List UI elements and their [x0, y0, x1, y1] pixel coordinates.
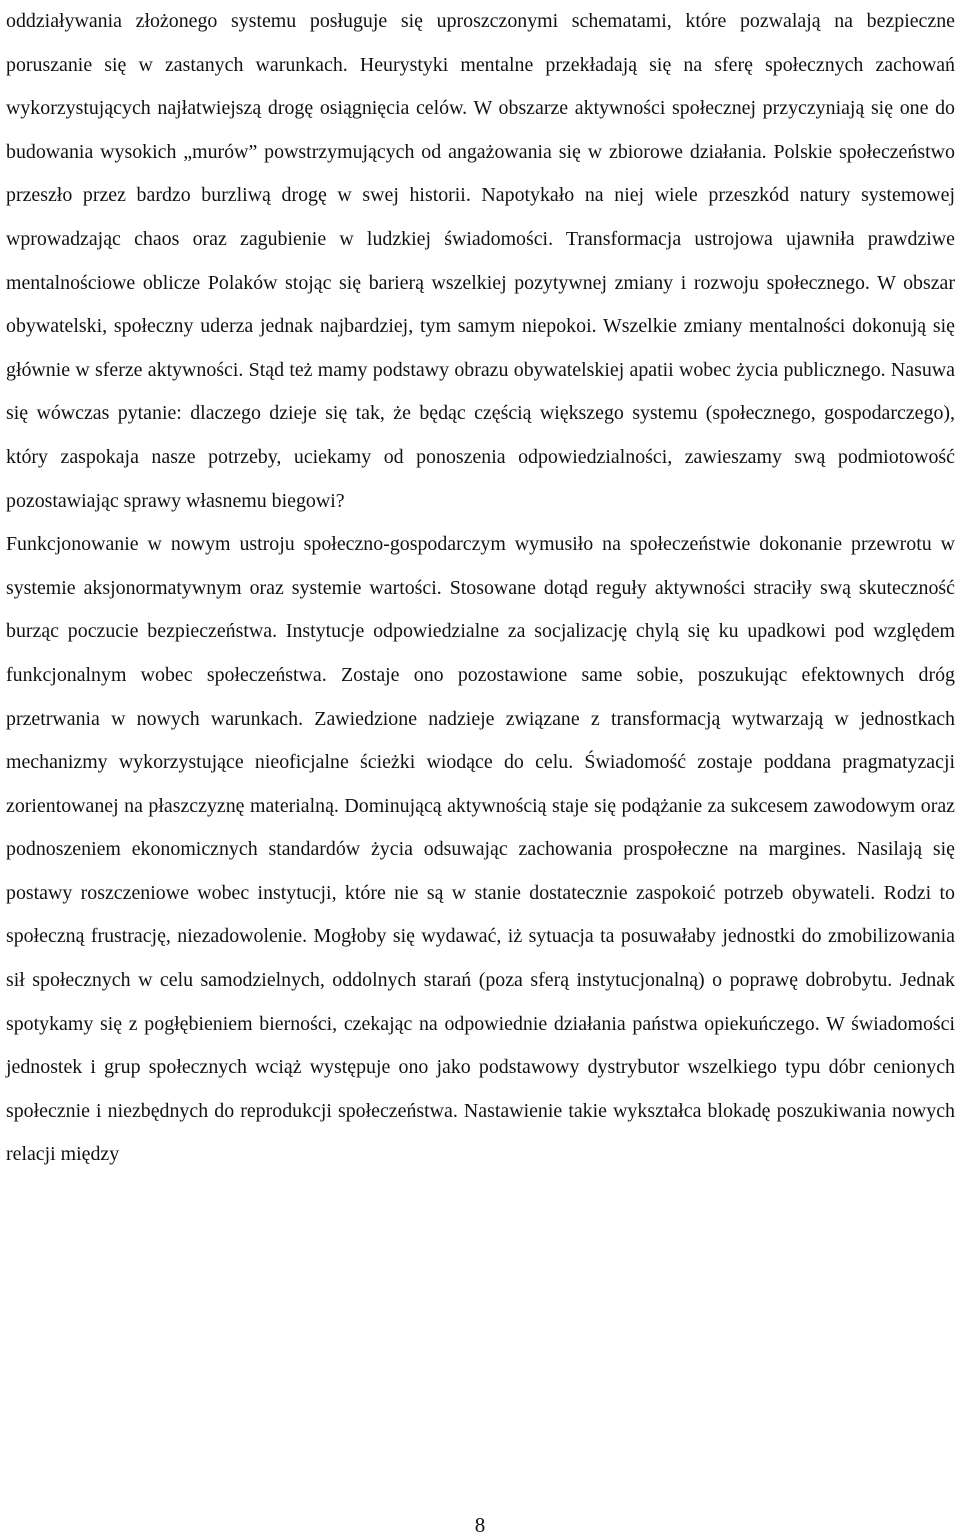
document-page	[6, 0, 955, 1177]
page-number: 8	[474, 1513, 486, 1537]
body-paragraph-2: Funkcjonowanie w nowym ustroju społeczno-gospodarczym wymusiło na społeczeństwie dokonanie przewrotu w systemie aksjonormatywnym oraz systemie wartości. Stosowane dotąd reguły aktywności straciły swą skuteczność burząc poczucie bezpieczeństwa. Instytucje odpowiedzialne za socjalizację chylą się ku upadkowi pod względem funkcjonalnym wobec społeczeństwa. Zostaje ono pozostawione same sobie, poszukując efektownych dróg przetrwania w nowych warunkach. Zawiedzione nadzieje związane z transformacją wytwarzają w jednostkach mechanizmy wykorzystujące nieoficjalne ścieżki wiodące do celu. Świadomość zostaje poddana pragmatyzacji zorientowanej na płaszczyznę materialną. Dominującą aktywnością staje się podążanie za sukcesem zawodowym oraz podnoszeniem ekonomicznych standardów życia odsuwając zachowania prospołeczne na margines. Nasilają się postawy roszczeniowe wobec instytucji, które nie są w stanie dostatecznie zaspokoić potrzeb obywateli. Rodzi to społeczną frustrację, niezadowolenie. Mogłoby się wydawać, iż sytuacja ta posuwałaby jednostki do zmobilizowania sił społecznych w celu samodzielnych, oddolnych starań (poza sferą instytucjonalną) o poprawę dobrobytu. Jednak spotykamy się z pogłębieniem bierności, czekając na odpowiednie działania państwa opiekuńczego. W świadomości jednostek i grup społecznych wciąż występuje ono jako podstawowy dystrybutor wszelkiego typu dóbr cenionych społecznie i niezbędnych do reprodukcji społeczeństwa. Nastawienie takie wykształca blokadę poszukiwania nowych relacji między	[6, 533, 955, 1166]
body-paragraph-1: oddziaływania złożonego systemu posługuje się uproszczonymi schematami, które pozwalają na bezpieczne poruszanie się w zastanych warunkach. Heurystyki mentalne przekładają się na sferę społecznych zachowań wykorzystujących najłatwiejszą drogę osiągnięcia celów. W obszarze aktywności społecznej przyczyniają się one do budowania wysokich „murów” powstrzymujących od angażowania się w zbiorowe działania. Polskie społeczeństwo przeszło przez bardzo burzliwą drogę w swej historii. Napotykało na niej wiele przeszkód natury systemowej wprowadzając chaos oraz zagubienie w ludzkiej świadomości. Transformacja ustrojowa ujawniła prawdziwe mentalnościowe oblicze Polaków stojąc się barierą wszelkiej pozytywnej zmiany i rozwoju społecznego. W obszar obywatelski, społeczny uderza jednak najbardziej, tym samym niepokoi. Wszelkie zmiany mentalności dokonują się głównie w sferze aktywności. Stąd też mamy podstawy obrazu obywatelskiej apatii wobec życia publicznego. Nasuwa się wówczas pytanie: dlaczego dzieje się tak, że będąc częścią większego systemu (społecznego, gospodarczego), który zaspokaja nasze potrzeby, uciekamy od ponoszenia odpowiedzialności, zawieszamy swą podmiotowość pozostawiając sprawy własnemu biegowi?	[6, 10, 955, 512]
